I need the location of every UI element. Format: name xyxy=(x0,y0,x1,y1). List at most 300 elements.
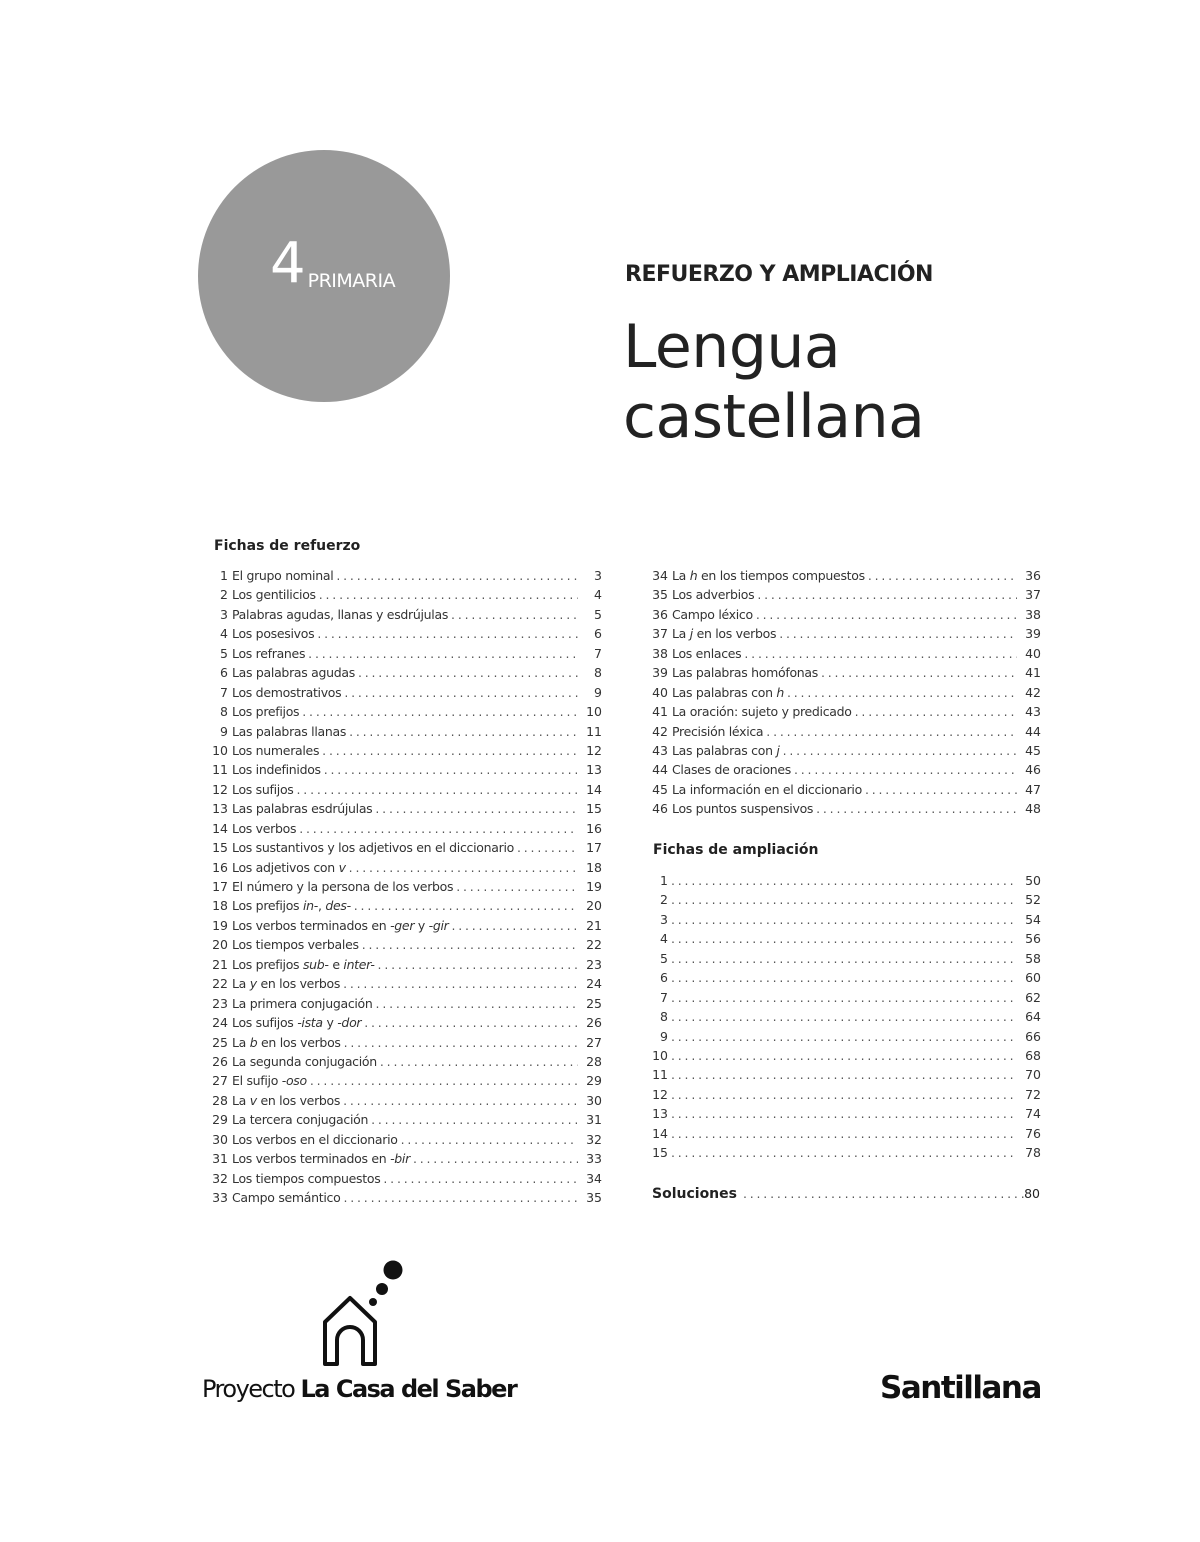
entry-title: Los puntos suspensivos xyxy=(672,801,814,817)
dot-leader xyxy=(410,1149,578,1168)
dot-leader xyxy=(668,968,1017,987)
entry-title: La primera conjugación xyxy=(232,995,373,1011)
ampliacion-list xyxy=(651,871,1041,1163)
dot-leader xyxy=(668,890,1017,909)
dot-leader xyxy=(359,935,578,954)
entry-page: 10 xyxy=(586,704,602,720)
toc-entry xyxy=(651,949,1041,968)
entry-number: 13 xyxy=(212,801,228,817)
entry-page: 47 xyxy=(1025,781,1041,797)
entry-page: 28 xyxy=(586,1053,602,1069)
entry-number: 32 xyxy=(212,1170,228,1186)
entry-page: 17 xyxy=(586,840,602,856)
toc-entry xyxy=(651,799,1041,818)
toc-entry xyxy=(212,1110,602,1129)
entry-number: 16 xyxy=(212,859,228,875)
entry-number: 29 xyxy=(212,1112,228,1128)
entry-title: Los tiempos compuestos xyxy=(232,1170,381,1186)
toc-entry xyxy=(212,624,602,643)
toc-entry xyxy=(212,566,602,585)
entry-page: 37 xyxy=(1025,587,1041,603)
entry-number: 23 xyxy=(212,995,228,1011)
entry-title: Los adjetivos con v xyxy=(232,859,346,875)
dot-leader xyxy=(340,974,578,993)
dot-leader xyxy=(375,955,578,974)
entry-title: Los adverbios xyxy=(672,587,755,603)
toc-entry xyxy=(212,702,602,721)
toc-entry xyxy=(651,722,1041,741)
entry-title: Los verbos xyxy=(232,820,297,836)
entry-number: 14 xyxy=(652,1125,668,1141)
toc-entry xyxy=(651,605,1041,624)
entry-page: 23 xyxy=(586,956,602,972)
entry-number: 26 xyxy=(212,1053,228,1069)
toc-entry xyxy=(212,780,602,799)
refuerzo-list-right xyxy=(651,566,1041,819)
project-name: La Casa del Saber xyxy=(300,1375,517,1403)
entry-page: 52 xyxy=(1025,892,1041,908)
entry-title: Las palabras esdrújulas xyxy=(232,801,373,817)
entry-number: 2 xyxy=(220,587,228,603)
entry-page: 74 xyxy=(1025,1106,1041,1122)
dot-leader xyxy=(333,566,578,585)
grade-label xyxy=(270,231,396,296)
dot-leader xyxy=(865,566,1017,585)
dot-leader xyxy=(355,663,578,682)
toc-entry xyxy=(651,1124,1041,1143)
entry-page: 19 xyxy=(586,879,602,894)
entry-title: Las palabras homófonas xyxy=(672,665,818,681)
dot-leader xyxy=(373,994,578,1013)
soluciones-page: 80 xyxy=(1024,1186,1040,1201)
entry-page: 44 xyxy=(1025,723,1041,739)
entry-page: 29 xyxy=(586,1073,602,1089)
toc-entry xyxy=(212,663,602,682)
book-title-line2: castellana xyxy=(623,382,925,452)
entry-number: 5 xyxy=(660,950,668,966)
entry-title: El sufijo -oso xyxy=(232,1073,307,1089)
entry-page: 15 xyxy=(586,801,602,817)
entry-page: 41 xyxy=(1025,665,1041,681)
entry-page: 36 xyxy=(1025,568,1041,583)
toc-entry xyxy=(651,644,1041,663)
dot-leader xyxy=(784,683,1017,702)
dot-leader xyxy=(668,1046,1017,1065)
entry-title: Los demostrativos xyxy=(232,684,342,700)
dot-leader xyxy=(341,683,578,702)
entry-title: Los indefinidos xyxy=(232,762,321,778)
entry-number: 28 xyxy=(212,1092,228,1108)
entry-number: 11 xyxy=(652,1067,668,1083)
dot-leader xyxy=(296,819,578,838)
entry-number: 7 xyxy=(220,684,228,700)
entry-title: La y en los verbos xyxy=(232,976,341,992)
dot-leader xyxy=(299,702,578,721)
entry-page: 54 xyxy=(1025,911,1041,927)
toc-entry xyxy=(212,1071,602,1090)
entry-number: 39 xyxy=(652,665,668,681)
dot-leader xyxy=(852,702,1017,721)
entry-number: 3 xyxy=(660,911,668,927)
dot-leader xyxy=(372,799,578,818)
dot-leader xyxy=(668,929,1017,948)
toc-entry xyxy=(212,955,602,974)
toc-entry xyxy=(651,871,1041,890)
entry-page: 9 xyxy=(594,684,602,700)
entry-title: Los numerales xyxy=(232,742,320,758)
grade-level: PRIMARIA xyxy=(307,270,396,292)
toc-entry xyxy=(212,858,602,877)
soluciones-entry xyxy=(652,1184,1040,1204)
entry-number: 9 xyxy=(220,723,228,739)
dot-leader xyxy=(305,644,578,663)
entry-title: Los enlaces xyxy=(672,645,742,661)
entry-number: 19 xyxy=(212,917,228,933)
project-prefix: Proyecto xyxy=(202,1375,295,1403)
dot-leader xyxy=(668,988,1017,1007)
entry-number: 30 xyxy=(212,1131,228,1147)
dot-leader xyxy=(668,1085,1017,1104)
dot-leader xyxy=(377,1052,578,1071)
toc-entry xyxy=(651,929,1041,948)
dot-leader xyxy=(753,605,1017,624)
dot-leader xyxy=(321,760,578,779)
entry-number: 43 xyxy=(652,742,668,758)
toc-entry xyxy=(212,896,602,915)
dot-leader xyxy=(307,1071,578,1090)
toc-entry xyxy=(212,605,602,624)
entry-number: 45 xyxy=(652,781,668,797)
entry-number: 7 xyxy=(660,989,668,1005)
entry-number: 1 xyxy=(220,568,228,583)
dot-leader xyxy=(668,1104,1017,1123)
entry-page: 12 xyxy=(586,742,602,758)
entry-page: 4 xyxy=(594,587,602,603)
entry-number: 42 xyxy=(652,723,668,739)
entry-title: La tercera conjugación xyxy=(232,1112,369,1128)
entry-title: Los refranes xyxy=(232,645,306,661)
dot-leader xyxy=(368,1110,578,1129)
toc-entry xyxy=(212,1091,602,1110)
entry-page: 20 xyxy=(586,898,602,914)
entry-page: 64 xyxy=(1025,1009,1041,1025)
entry-page: 16 xyxy=(586,820,602,836)
dot-leader xyxy=(340,1091,578,1110)
entry-page: 21 xyxy=(586,917,602,933)
book-subtitle: REFUERZO Y AMPLIACIÓN xyxy=(625,262,933,287)
book-title-line1: Lengua xyxy=(623,312,841,382)
dot-leader xyxy=(668,949,1017,968)
entry-number: 18 xyxy=(212,898,228,914)
entry-title: La información en el diccionario xyxy=(672,781,862,797)
entry-number: 25 xyxy=(212,1034,228,1050)
dot-leader xyxy=(741,644,1017,663)
entry-page: 43 xyxy=(1025,704,1041,720)
entry-number: 12 xyxy=(212,781,228,797)
entry-title: Los gentilicios xyxy=(232,587,316,603)
entry-page: 38 xyxy=(1025,606,1041,622)
toc-entry xyxy=(212,916,602,935)
entry-title: Los sustantivos y los adjetivos en el diccionario xyxy=(232,840,514,856)
toc-entry xyxy=(212,1169,602,1188)
entry-title: Clases de oraciones xyxy=(672,762,792,778)
entry-title: Los posesivos xyxy=(232,626,315,642)
entry-page: 33 xyxy=(586,1151,602,1167)
house-logo-icon xyxy=(316,1258,411,1370)
entry-number: 33 xyxy=(212,1190,228,1205)
entry-title: La v en los verbos xyxy=(232,1092,341,1108)
entry-number: 14 xyxy=(212,820,228,836)
entry-title: La segunda conjugación xyxy=(232,1053,377,1069)
toc-entry xyxy=(651,624,1041,643)
book-title xyxy=(623,312,924,452)
dot-leader xyxy=(776,624,1017,643)
entry-page: 58 xyxy=(1025,950,1041,966)
toc-entry xyxy=(651,663,1041,682)
entry-page: 68 xyxy=(1025,1047,1041,1063)
entry-page: 5 xyxy=(594,606,602,622)
entry-number: 1 xyxy=(660,873,668,888)
toc-entry xyxy=(212,644,602,663)
entry-title: Campo semántico xyxy=(232,1190,341,1205)
entry-number: 40 xyxy=(652,684,668,700)
entry-page: 6 xyxy=(594,626,602,642)
toc-entry xyxy=(212,935,602,954)
toc-entry xyxy=(212,722,602,741)
entry-page: 48 xyxy=(1025,801,1041,817)
entry-number: 12 xyxy=(652,1086,668,1102)
entry-number: 20 xyxy=(212,937,228,953)
entry-title: Los verbos en el diccionario xyxy=(232,1131,398,1147)
toc-entry xyxy=(651,1143,1041,1162)
toc-entry xyxy=(212,1033,602,1052)
toc-entry xyxy=(651,702,1041,721)
entry-number: 27 xyxy=(212,1073,228,1089)
entry-number: 6 xyxy=(220,665,228,681)
toc-entry xyxy=(212,1013,602,1032)
toc-entry xyxy=(651,1007,1041,1026)
dot-leader xyxy=(813,799,1017,818)
entry-title: Los prefijos sub- e inter- xyxy=(232,956,375,972)
entry-number: 44 xyxy=(652,762,668,778)
entry-number: 15 xyxy=(212,840,228,856)
entry-title: Palabras agudas, llanas y esdrújulas xyxy=(232,606,449,622)
entry-page: 35 xyxy=(586,1190,602,1205)
refuerzo-list-left xyxy=(212,566,602,1207)
dot-leader xyxy=(754,585,1017,604)
dot-leader xyxy=(668,871,1017,890)
entry-page: 40 xyxy=(1025,645,1041,661)
entry-number: 10 xyxy=(212,742,228,758)
dot-leader xyxy=(668,1124,1017,1143)
toc-entry xyxy=(651,566,1041,585)
entry-page: 34 xyxy=(586,1170,602,1186)
dot-leader xyxy=(791,760,1017,779)
dot-leader xyxy=(737,1184,1024,1204)
dot-leader xyxy=(514,838,578,857)
entry-number: 34 xyxy=(652,568,668,583)
entry-number: 3 xyxy=(220,606,228,622)
entry-title: Los tiempos verbales xyxy=(232,937,359,953)
entry-page: 42 xyxy=(1025,684,1041,700)
entry-title: Las palabras con h xyxy=(672,684,784,700)
dot-leader xyxy=(780,741,1017,760)
entry-page: 31 xyxy=(586,1112,602,1128)
entry-number: 37 xyxy=(652,626,668,642)
entry-page: 22 xyxy=(586,937,602,953)
entry-number: 22 xyxy=(212,976,228,992)
toc-entry xyxy=(651,760,1041,779)
dot-leader xyxy=(818,663,1017,682)
toc-entry xyxy=(651,1065,1041,1084)
entry-page: 70 xyxy=(1025,1067,1041,1083)
entry-number: 17 xyxy=(212,879,228,894)
entry-page: 8 xyxy=(594,665,602,681)
entry-number: 36 xyxy=(652,606,668,622)
dot-leader xyxy=(380,1169,578,1188)
toc-entry xyxy=(212,683,602,702)
soluciones-label: Soluciones xyxy=(652,1186,737,1202)
entry-number: 5 xyxy=(220,645,228,661)
entry-page: 13 xyxy=(586,762,602,778)
toc-entry xyxy=(651,741,1041,760)
entry-page: 60 xyxy=(1025,970,1041,986)
entry-page: 46 xyxy=(1025,762,1041,778)
entry-page: 45 xyxy=(1025,742,1041,758)
entry-title: Los prefijos xyxy=(232,704,300,720)
entry-title: Los verbos terminados en -ger y -gir xyxy=(232,917,449,933)
dot-leader xyxy=(668,910,1017,929)
dot-leader xyxy=(398,1130,578,1149)
toc-entry xyxy=(212,1188,602,1207)
entry-title: Los sufijos xyxy=(232,781,294,797)
entry-number: 35 xyxy=(652,587,668,603)
dot-leader xyxy=(316,585,578,604)
toc-entry xyxy=(651,585,1041,604)
entry-page: 11 xyxy=(586,723,602,739)
entry-number: 4 xyxy=(660,931,668,947)
toc-entry xyxy=(651,988,1041,1007)
dot-leader xyxy=(314,624,578,643)
entry-page: 62 xyxy=(1025,989,1041,1005)
project-logo-text xyxy=(202,1375,516,1403)
toc-entry xyxy=(212,1052,602,1071)
toc-entry xyxy=(212,1130,602,1149)
entry-page: 7 xyxy=(594,645,602,661)
dot-leader xyxy=(351,896,578,915)
toc-entry xyxy=(212,799,602,818)
toc-entry xyxy=(212,760,602,779)
entry-title: El número y la persona de los verbos xyxy=(232,879,454,894)
toc-entry xyxy=(212,838,602,857)
entry-title: La j en los verbos xyxy=(672,626,777,642)
toc-entry xyxy=(651,910,1041,929)
toc-entry xyxy=(212,585,602,604)
entry-title: Las palabras con j xyxy=(672,742,780,758)
entry-number: 13 xyxy=(652,1106,668,1122)
entry-page: 66 xyxy=(1025,1028,1041,1044)
dot-leader xyxy=(361,1013,578,1032)
dot-leader xyxy=(668,1065,1017,1084)
publisher-logo: Santillana xyxy=(880,1370,1041,1406)
entry-page: 32 xyxy=(586,1131,602,1147)
entry-page: 25 xyxy=(586,995,602,1011)
entry-number: 6 xyxy=(660,970,668,986)
entry-page: 24 xyxy=(586,976,602,992)
entry-title: Los verbos terminados en -bir xyxy=(232,1151,410,1167)
entry-title: Precisión léxica xyxy=(672,723,764,739)
toc-entry xyxy=(212,1149,602,1168)
entry-title: La b en los verbos xyxy=(232,1034,341,1050)
entry-number: 46 xyxy=(652,801,668,817)
dot-leader xyxy=(668,1027,1017,1046)
dot-leader xyxy=(346,722,578,741)
toc-entry xyxy=(651,968,1041,987)
entry-title: Campo léxico xyxy=(672,606,753,622)
toc-entry xyxy=(651,683,1041,702)
entry-title: Las palabras agudas xyxy=(232,665,355,681)
entry-page: 78 xyxy=(1025,1145,1041,1161)
entry-number: 4 xyxy=(220,626,228,642)
dot-leader xyxy=(862,780,1017,799)
entry-page: 27 xyxy=(586,1034,602,1050)
entry-number: 10 xyxy=(652,1047,668,1063)
entry-page: 39 xyxy=(1025,626,1041,642)
entry-number: 8 xyxy=(220,704,228,720)
entry-number: 31 xyxy=(212,1151,228,1167)
entry-page: 26 xyxy=(586,1015,602,1031)
toc-entry xyxy=(212,819,602,838)
entry-page: 76 xyxy=(1025,1125,1041,1141)
dot-leader xyxy=(763,722,1017,741)
entry-page: 50 xyxy=(1025,873,1041,888)
entry-title: La h en los tiempos compuestos xyxy=(672,568,865,583)
entry-page: 30 xyxy=(586,1092,602,1108)
toc-entry xyxy=(651,890,1041,909)
entry-number: 8 xyxy=(660,1009,668,1025)
entry-title: Los sufijos -ista y -dor xyxy=(232,1015,362,1031)
entry-number: 38 xyxy=(652,645,668,661)
dot-leader xyxy=(294,780,578,799)
entry-page: 14 xyxy=(586,781,602,797)
entry-page: 72 xyxy=(1025,1086,1041,1102)
toc-entry xyxy=(651,1085,1041,1104)
dot-leader xyxy=(453,877,578,896)
dot-leader xyxy=(448,605,578,624)
dot-leader xyxy=(319,741,578,760)
entry-title: Las palabras llanas xyxy=(232,723,347,739)
entry-number: 41 xyxy=(652,704,668,720)
refuerzo-heading: Fichas de refuerzo xyxy=(214,538,361,554)
entry-number: 15 xyxy=(652,1145,668,1161)
grade-number: 4 xyxy=(270,231,306,296)
entry-title: La oración: sujeto y predicado xyxy=(672,704,852,720)
entry-page: 18 xyxy=(586,859,602,875)
dot-leader xyxy=(340,1188,578,1207)
entry-title: El grupo nominal xyxy=(232,568,334,583)
toc-entry xyxy=(651,780,1041,799)
entry-number: 11 xyxy=(212,762,228,778)
entry-page: 56 xyxy=(1025,931,1041,947)
toc-entry xyxy=(212,994,602,1013)
ampliacion-heading: Fichas de ampliación xyxy=(653,842,819,858)
entry-page: 3 xyxy=(594,568,602,583)
dot-leader xyxy=(668,1143,1017,1162)
dot-leader xyxy=(341,1033,578,1052)
toc-entry xyxy=(651,1104,1041,1123)
toc-entry xyxy=(212,974,602,993)
dot-leader xyxy=(346,858,578,877)
